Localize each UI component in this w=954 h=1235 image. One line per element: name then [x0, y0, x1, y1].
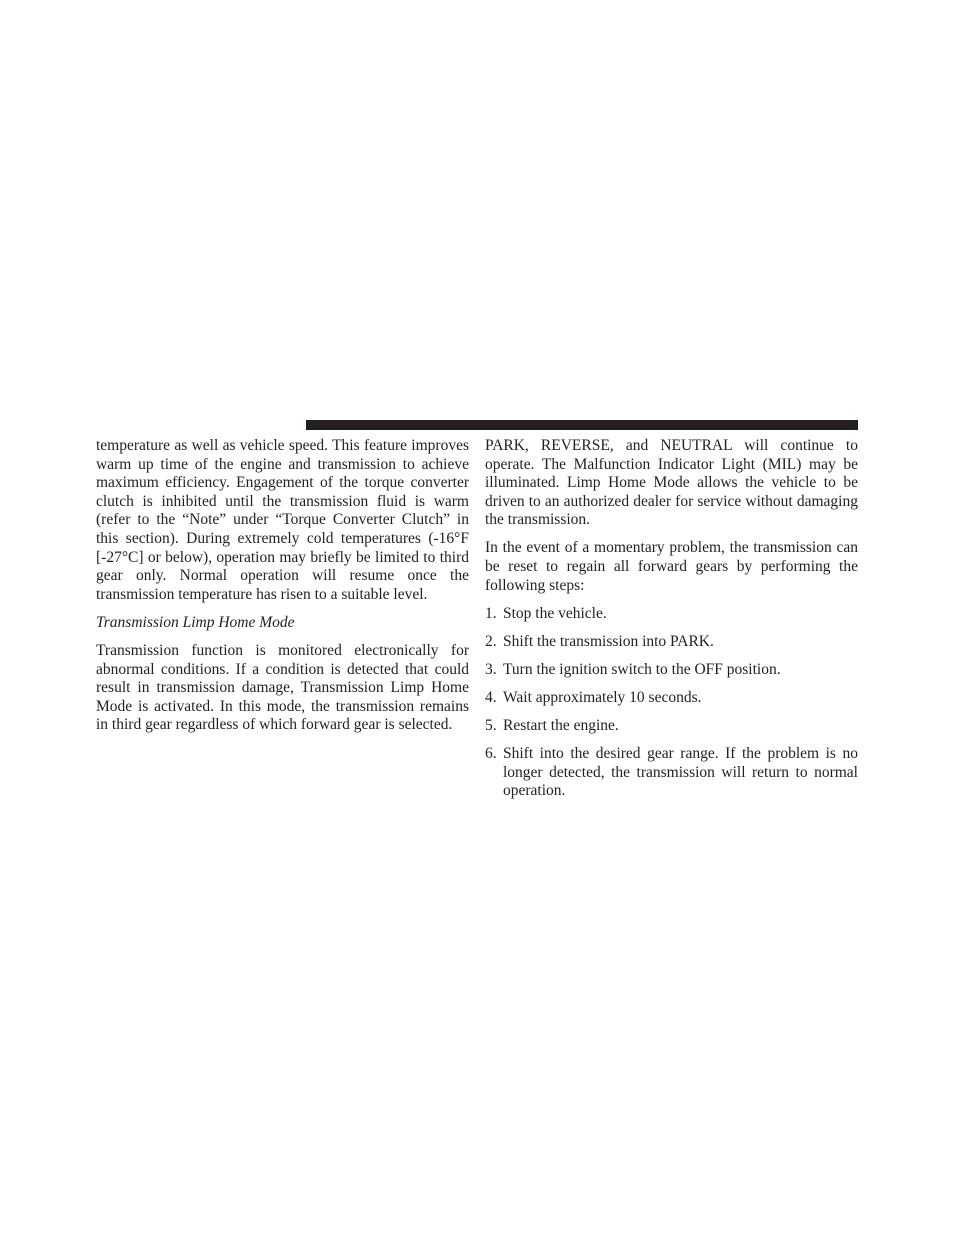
step-text: Wait approximately 10 seconds. [503, 689, 702, 707]
step-number: 2. [485, 632, 497, 650]
list-item [485, 605, 858, 624]
step-number: 1. [485, 604, 497, 622]
step-text: Turn the ignition switch to the OFF position. [503, 660, 781, 678]
list-item [485, 717, 858, 736]
paragraph-reset-intro: In the event of a momentary problem, the transmission can be reset to regain all forward gears by performing the following steps: [485, 539, 858, 594]
step-number: 5. [485, 717, 497, 735]
paragraph-continue-operate: PARK, REVERSE, and NEUTRAL will continue to operate. The Malfunction Indicator Light (MIL) may be illuminated. Limp Home Mode allows the vehicle to be driven to an authorized dealer for service without damaging the transmission. [485, 437, 858, 529]
step-text: Stop the vehicle. [503, 604, 607, 622]
section-header-bar [306, 420, 858, 430]
heading-limp-home-mode: Transmission Limp Home Mode [96, 613, 295, 631]
step-text: Shift the transmission into PARK. [503, 632, 714, 650]
step-text: Restart the engine. [503, 717, 619, 735]
reset-steps-list [485, 605, 858, 801]
step-number: 4. [485, 689, 497, 707]
paragraph-warm-up: temperature as well as vehicle speed. This feature improves warm up time of the engine and transmission to achieve maximum efficiency. Engagement of the torque converter clutch is inhibited until the transmission fluid is warm (refer to the “Note” under “Torque Converter Clutch” in this section). During extremely cold temperatures (-16°F [-27°C] or below), operation may briefly be limited to third gear only. Normal operation will resume once the transmission temperature has risen to a suitable level. [96, 437, 469, 603]
paragraph-limp-home-description: Transmission function is monitored electronically for abnormal conditions. If a condition is detected that could result in transmission damage, Transmission Limp Home Mode is activated. In this mode, the transmission remains in third gear regardless of which forward gear is selected. [96, 641, 469, 734]
step-text: Shift into the desired gear range. If the problem is no longer detected, the transmission will return to normal operation. [503, 745, 858, 800]
list-item [485, 633, 858, 652]
left-column [96, 437, 469, 744]
list-item [485, 745, 858, 801]
list-item [485, 661, 858, 680]
step-number: 3. [485, 660, 497, 678]
right-column [485, 437, 858, 811]
step-number: 6. [485, 745, 497, 763]
list-item [485, 689, 858, 708]
